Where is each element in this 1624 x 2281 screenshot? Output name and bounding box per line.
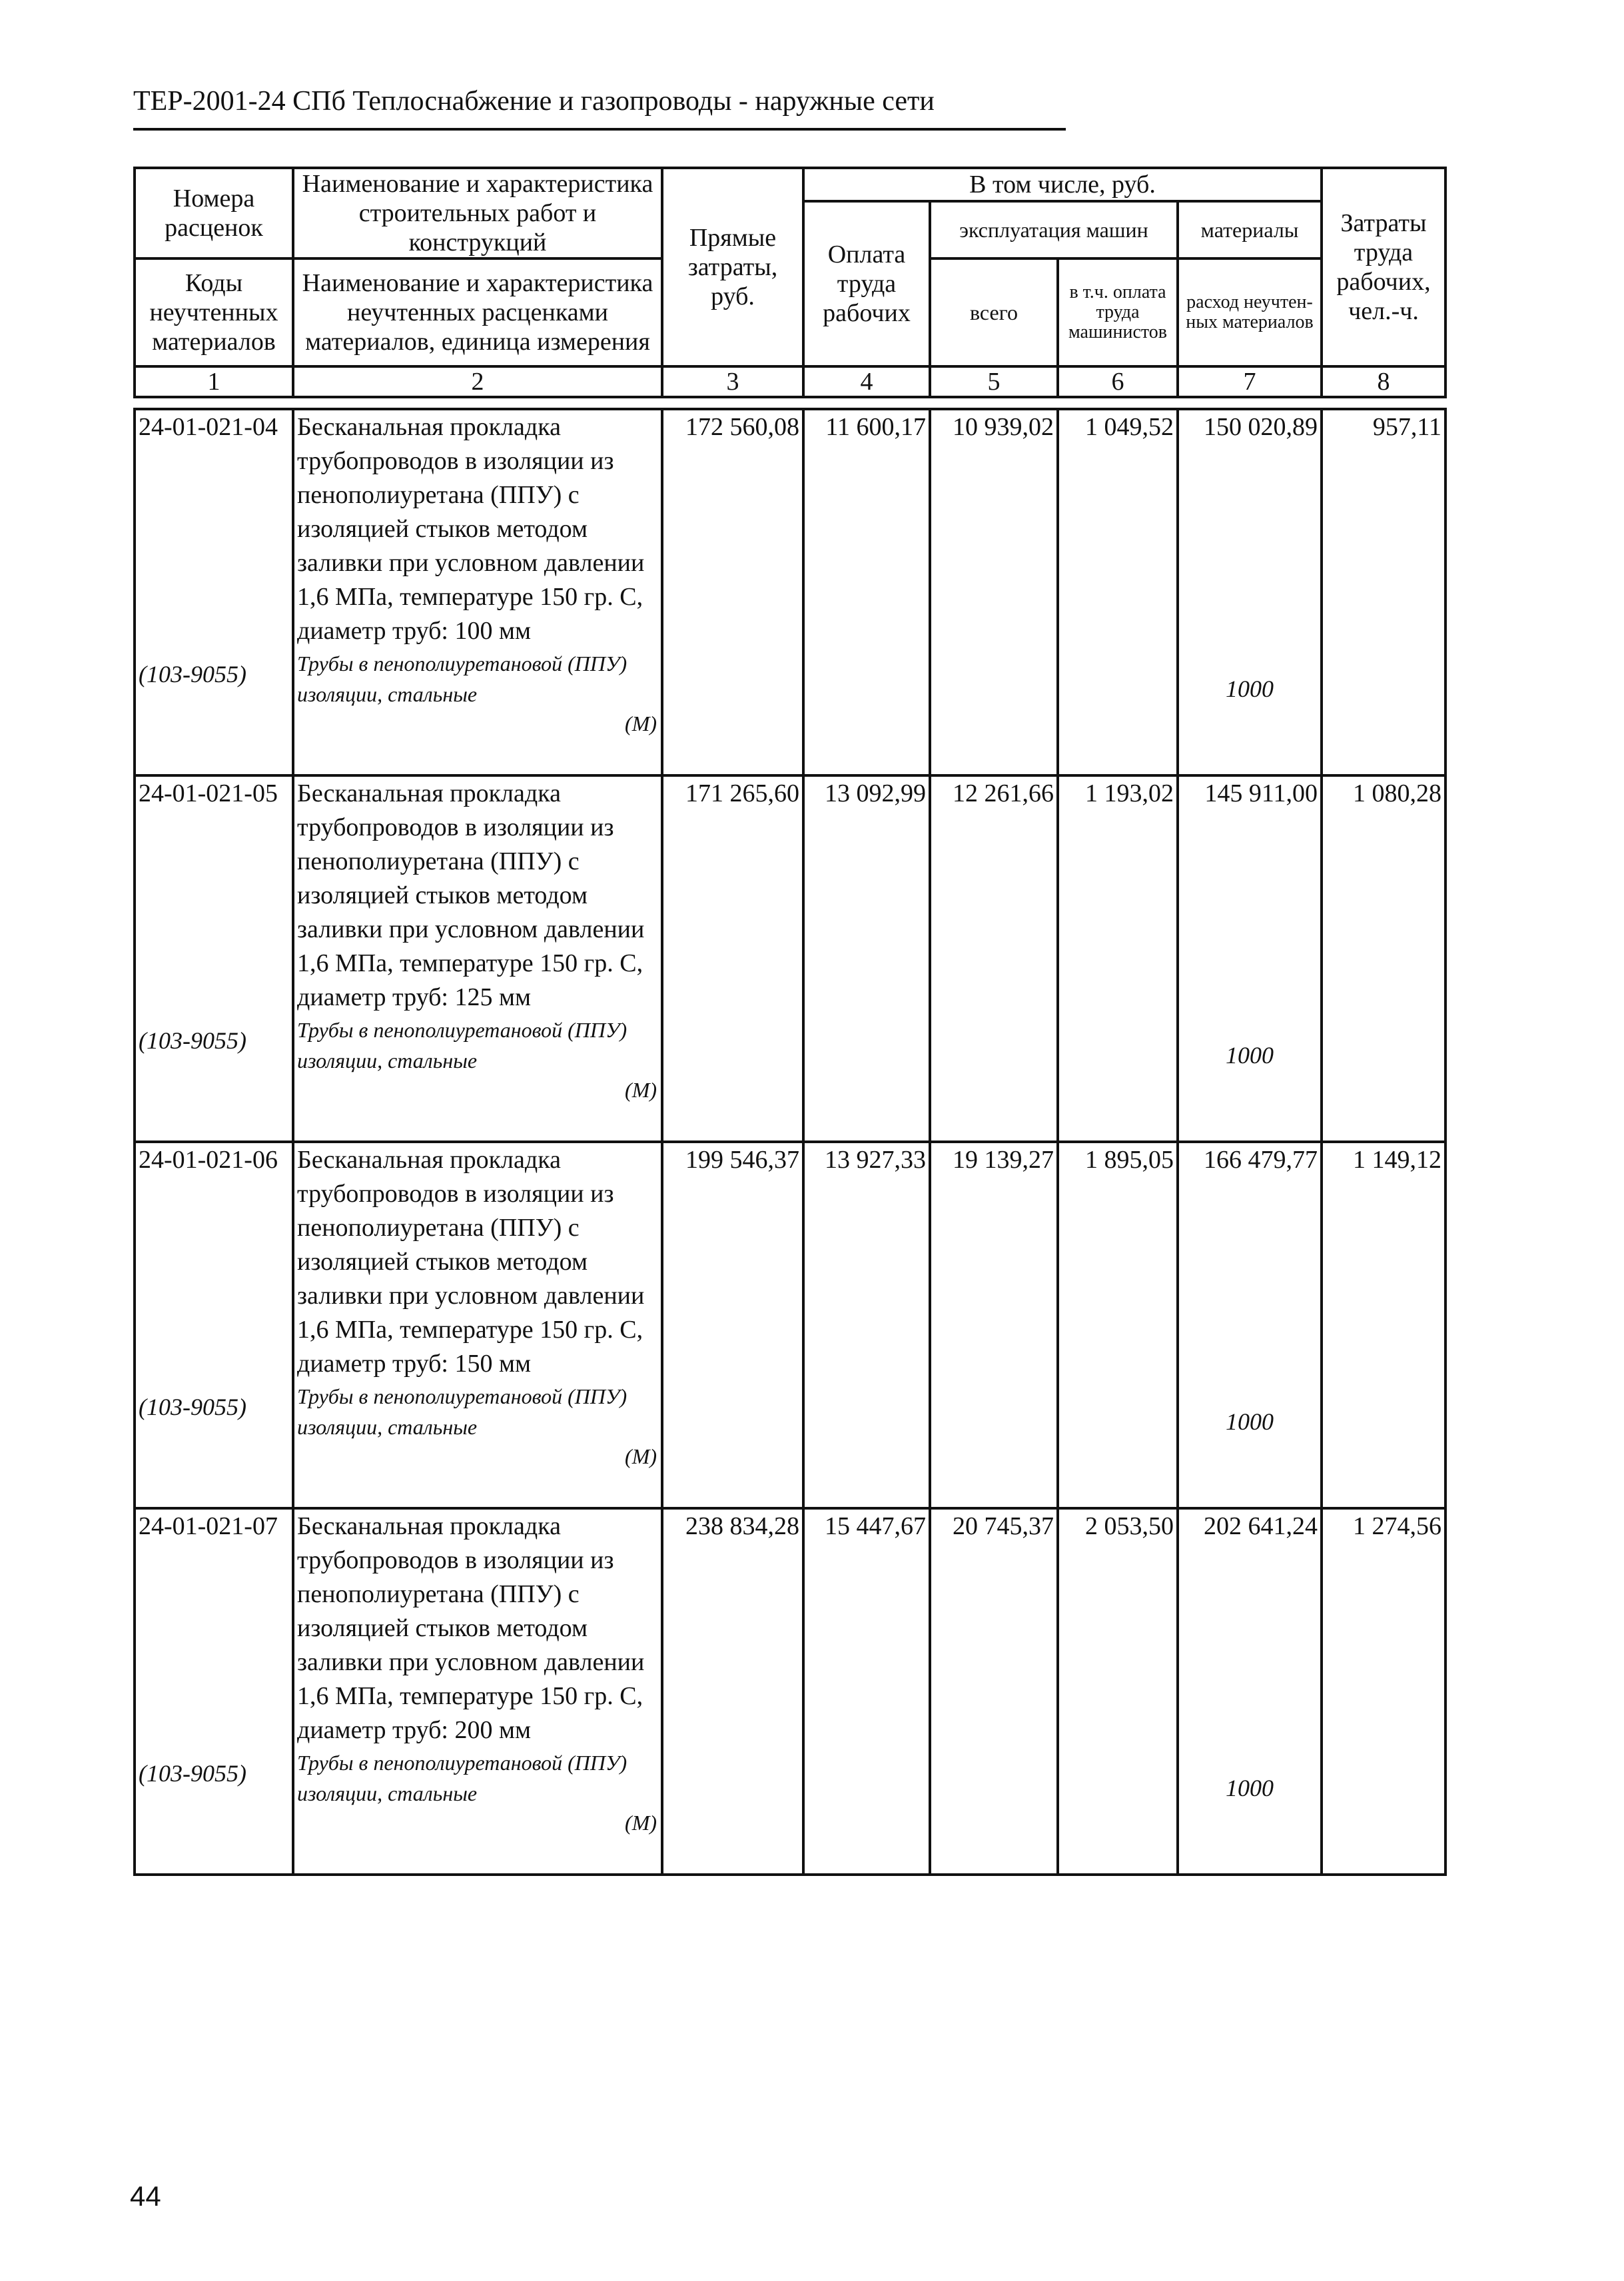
material-unit: (М) (625, 1444, 657, 1468)
direct-costs: 171 265,60 (662, 775, 803, 1142)
table-row (135, 775, 1445, 1142)
rates-table (133, 408, 1447, 1876)
work-description: Бесканальная прокладка трубопроводов в изоляции из пенополиуретана (ППУ) с изоляцией стыков методом заливки при условном давлении 1,6 МПа, температуре 150 гр. С, диаметр труб: 150 мм (297, 1146, 645, 1378)
work-description: Бесканальная прокладка трубопроводов в изоляции из пенополиуретана (ППУ) с изоляцией стыков методом заливки при условном давлении 1,6 МПа, температуре 150 гр. С, диаметр труб: 100 мм (297, 413, 645, 645)
material-unit: (М) (625, 1811, 657, 1835)
labor-hours: 1 149,12 (1322, 1142, 1445, 1508)
direct-costs: 172 560,08 (662, 409, 803, 775)
col-header-labor-pay: Оплата труда рабочих (803, 201, 930, 366)
material-code: (103-9055) (139, 661, 246, 687)
col-number: 8 (1322, 366, 1445, 397)
machinists-pay: 1 895,05 (1058, 1142, 1178, 1508)
material-unit: (М) (625, 1078, 657, 1102)
table-row (135, 1142, 1445, 1508)
col-number: 6 (1058, 366, 1178, 397)
description-cell (293, 1142, 662, 1508)
col-header-machines: эксплуатация машин (930, 201, 1178, 258)
col-header-materials: материалы (1178, 201, 1322, 258)
material-quantity: 1000 (1226, 1775, 1274, 1801)
material-code: (103-9055) (139, 1394, 246, 1420)
col-number: 3 (662, 366, 803, 397)
rate-code-cell (135, 775, 293, 1142)
col-number: 1 (135, 366, 293, 397)
machinists-pay: 1 049,52 (1058, 409, 1178, 775)
materials-cell (1178, 1508, 1322, 1875)
col-header-machinists-pay: в т.ч. оплата труда машинистов (1058, 258, 1178, 366)
material-code: (103-9055) (139, 1027, 246, 1054)
description-cell (293, 1508, 662, 1875)
labor-hours: 1 274,56 (1322, 1508, 1445, 1875)
labor-hours: 1 080,28 (1322, 775, 1445, 1142)
col-header-machines-total: всего (930, 258, 1058, 366)
rate-code: 24-01-021-04 (139, 413, 278, 441)
header-divider (133, 128, 1066, 131)
labor-pay: 13 092,99 (803, 775, 930, 1142)
col-number: 2 (293, 366, 662, 397)
rate-code: 24-01-021-07 (139, 1512, 278, 1540)
labor-hours: 957,11 (1322, 409, 1445, 775)
machines-total: 10 939,02 (930, 409, 1058, 775)
description-cell (293, 775, 662, 1142)
machinists-pay: 1 193,02 (1058, 775, 1178, 1142)
machines-total: 12 261,66 (930, 775, 1058, 1142)
table-row (135, 409, 1445, 775)
col-number: 4 (803, 366, 930, 397)
material-quantity: 1000 (1226, 1042, 1274, 1069)
material-quantity: 1000 (1226, 676, 1274, 702)
materials-cost: 150 020,89 (1204, 413, 1318, 441)
rate-code-cell (135, 409, 293, 775)
material-quantity: 1000 (1226, 1408, 1274, 1435)
direct-costs: 238 834,28 (662, 1508, 803, 1875)
machines-total: 20 745,37 (930, 1508, 1058, 1875)
col-header-including: В том числе, руб. (803, 168, 1322, 201)
col-header-direct-costs: Прямые затраты, руб. (662, 168, 803, 366)
work-description: Бесканальная прокладка трубопроводов в изоляции из пенополиуретана (ППУ) с изоляцией стыков методом заливки при условном давлении 1,6 МПа, температуре 150 гр. С, диаметр труб: 200 мм (297, 1512, 645, 1744)
material-name: Трубы в пенополиуретановой (ППУ) изоляции, стальные (297, 1384, 627, 1439)
table-row (135, 1508, 1445, 1875)
direct-costs: 199 546,37 (662, 1142, 803, 1508)
col-header-material-codes: Коды неучтенных материалов (135, 258, 293, 366)
col-number: 7 (1178, 366, 1322, 397)
labor-pay: 15 447,67 (803, 1508, 930, 1875)
labor-pay: 11 600,17 (803, 409, 930, 775)
materials-cost: 166 479,77 (1204, 1146, 1318, 1174)
work-description: Бесканальная прокладка трубопроводов в изоляции из пенополиуретана (ППУ) с изоляцией стыков методом заливки при условном давлении 1,6 МПа, температуре 150 гр. С, диаметр труб: 125 мм (297, 779, 645, 1011)
col-header-labor-hours: Затраты труда рабочих, чел.-ч. (1322, 168, 1445, 366)
col-number: 5 (930, 366, 1058, 397)
page-header-title: ТЕР-2001-24 СПб Теплоснабжение и газопроводы - наружные сети (133, 86, 935, 117)
rate-code-cell (135, 1142, 293, 1508)
material-name: Трубы в пенополиуретановой (ППУ) изоляции, стальные (297, 652, 627, 706)
rate-code: 24-01-021-05 (139, 779, 278, 807)
material-name: Трубы в пенополиуретановой (ППУ) изоляции, стальные (297, 1751, 627, 1805)
materials-cost: 145 911,00 (1204, 779, 1318, 807)
material-code: (103-9055) (139, 1760, 246, 1787)
page-number: 44 (130, 2180, 161, 2212)
table-header (133, 167, 1447, 398)
description-cell (293, 409, 662, 775)
materials-cell (1178, 775, 1322, 1142)
rate-code-cell (135, 1508, 293, 1875)
materials-cell (1178, 1142, 1322, 1508)
material-name: Трубы в пенополиуретановой (ППУ) изоляции, стальные (297, 1018, 627, 1073)
materials-cost: 202 641,24 (1204, 1512, 1318, 1540)
col-header-work-name: Наименование и характеристика строительных работ и конструкций (293, 168, 662, 258)
col-header-unaccounted-materials: расход неучтен-ных материалов (1178, 258, 1322, 366)
material-unit: (М) (625, 711, 657, 735)
machinists-pay: 2 053,50 (1058, 1508, 1178, 1875)
col-header-material-names: Наименование и характеристика неучтенных расценками материалов, единица измерения (293, 258, 662, 366)
labor-pay: 13 927,33 (803, 1142, 930, 1508)
machines-total: 19 139,27 (930, 1142, 1058, 1508)
rate-code: 24-01-021-06 (139, 1146, 278, 1174)
materials-cell (1178, 409, 1322, 775)
col-header-rate-numbers: Номера расценок (135, 168, 293, 258)
